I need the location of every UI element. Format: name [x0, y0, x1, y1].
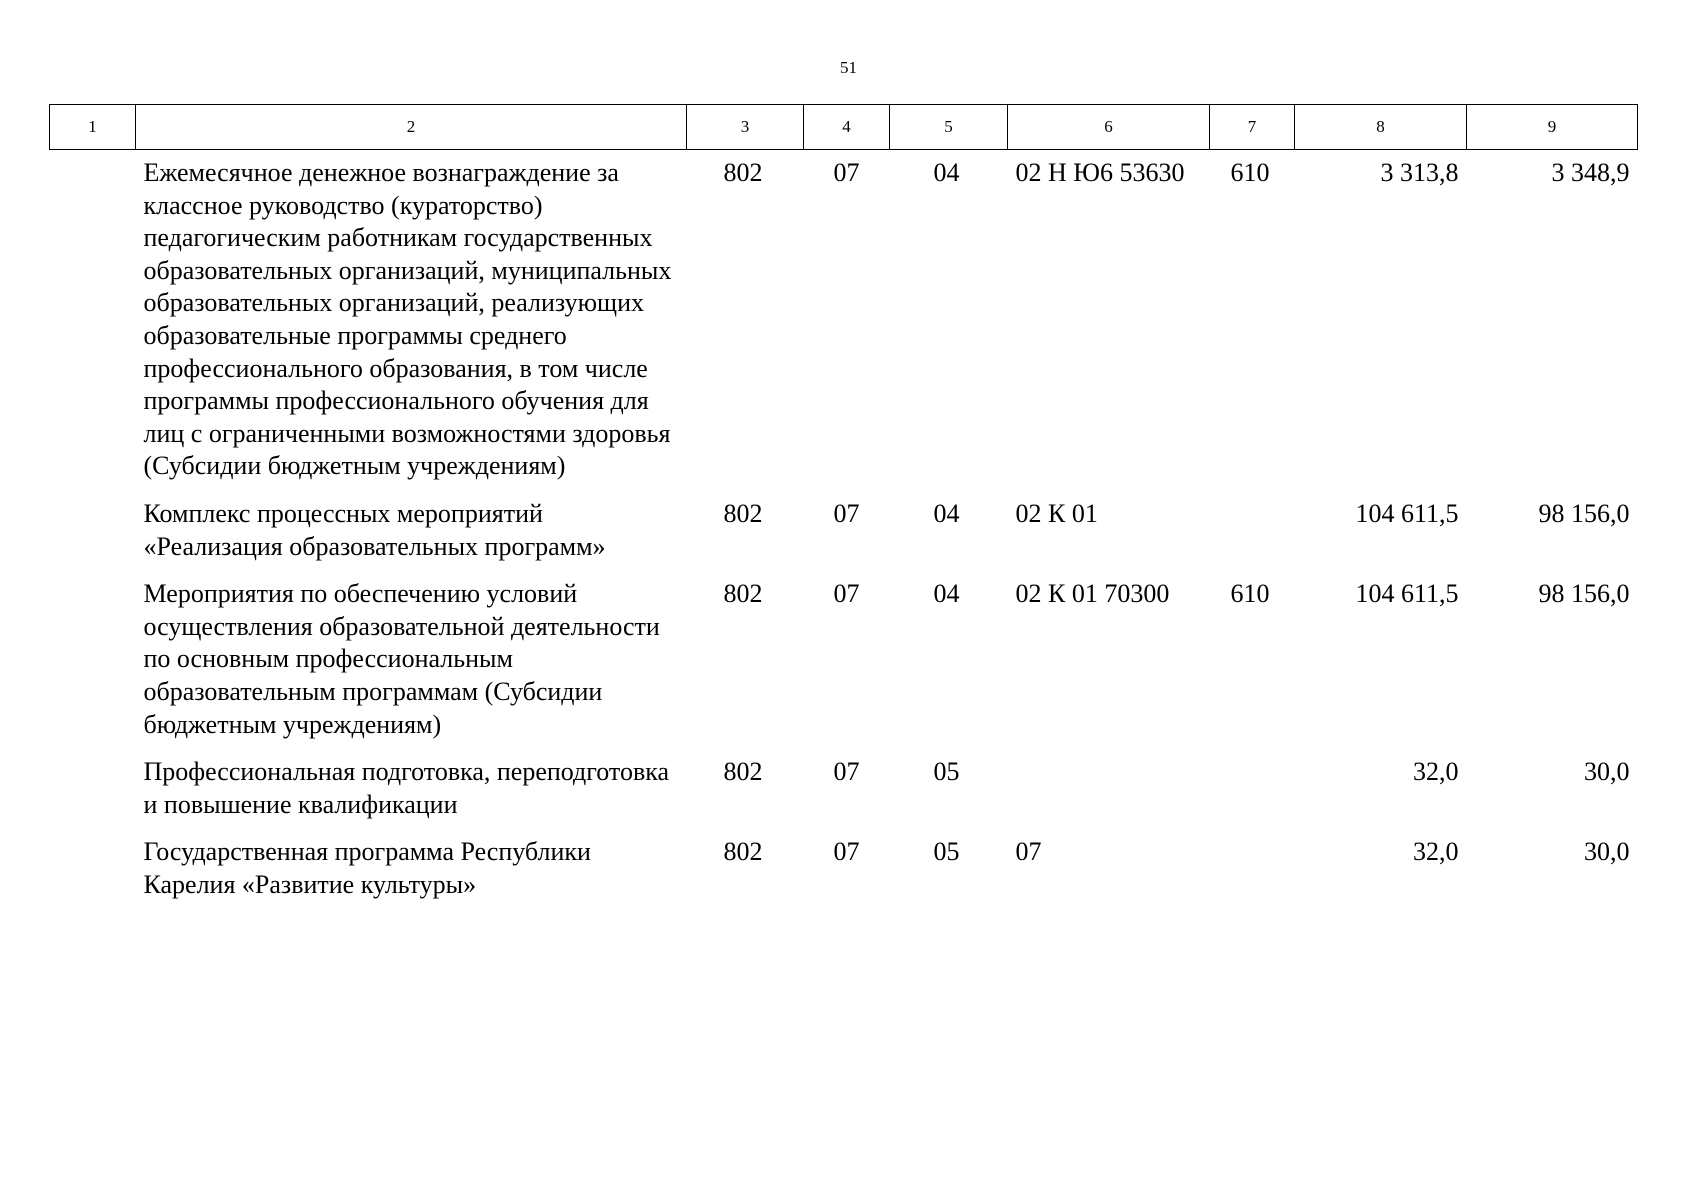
column-header-6: 6 — [1008, 105, 1210, 150]
cell-subsection: 05 — [933, 757, 960, 787]
column-header-8: 8 — [1295, 105, 1467, 150]
column-header-2: 2 — [136, 105, 687, 150]
cell-amount-8: 3 313,8 — [1380, 158, 1459, 187]
cell-col-1 — [50, 491, 136, 571]
cell-subsection: 04 — [933, 498, 960, 528]
cell-admin-code: 802 — [723, 498, 763, 528]
table-row — [50, 749, 1638, 829]
cell-admin-code: 802 — [723, 579, 763, 609]
column-header-7: 7 — [1210, 105, 1295, 150]
cell-col-1 — [50, 571, 136, 749]
cell-section: 07 — [833, 579, 860, 609]
cell-section: 07 — [833, 757, 860, 787]
cell-col-1 — [50, 150, 136, 491]
column-header-5: 5 — [890, 105, 1008, 150]
cell-target-article: 02 К 01 — [1015, 498, 1098, 528]
cell-name: Профессиональная подготовка, переподготовка и повышение квалификации — [143, 757, 670, 819]
cell-amount-8: 104 611,5 — [1355, 579, 1459, 609]
cell-expense-type — [1210, 829, 1295, 909]
cell-admin-code: 802 — [723, 837, 763, 867]
cell-amount-9: 98 156,0 — [1538, 579, 1630, 609]
column-header-9: 9 — [1467, 105, 1638, 150]
table-header — [50, 105, 1638, 150]
table-row — [50, 571, 1638, 749]
cell-admin-code: 802 — [723, 757, 763, 787]
cell-col-1 — [50, 749, 136, 829]
cell-amount-8: 32,0 — [1413, 757, 1459, 787]
cell-target-article: 07 — [1015, 837, 1042, 867]
table-row — [50, 491, 1638, 571]
cell-expense-type — [1210, 749, 1295, 829]
cell-expense-type: 610 — [1230, 158, 1270, 187]
cell-name: Государственная программа Республики Карелия «Развитие культуры» — [143, 837, 591, 899]
cell-admin-code: 802 — [723, 158, 763, 187]
cell-section: 07 — [833, 158, 860, 187]
cell-col-1 — [50, 829, 136, 909]
header-row — [50, 105, 1638, 150]
cell-subsection: 04 — [933, 579, 960, 609]
cell-expense-type — [1210, 491, 1295, 571]
cell-target-article — [1008, 749, 1210, 829]
cell-name: Мероприятия по обеспечению условий осуществления образовательной деятельности по основным профессиональным образовательным программам (Субсидии бюджетным учреждениям) — [143, 579, 660, 739]
cell-target-article: 02 Н Ю6 53630 — [1015, 158, 1185, 187]
budget-table — [49, 104, 1638, 909]
column-header-3: 3 — [687, 105, 804, 150]
cell-section: 07 — [833, 498, 860, 528]
cell-amount-9: 98 156,0 — [1538, 498, 1630, 528]
cell-subsection: 05 — [933, 837, 960, 867]
column-header-1: 1 — [50, 105, 136, 150]
cell-amount-9: 30,0 — [1584, 757, 1630, 787]
table-row — [50, 829, 1638, 909]
cell-amount-8: 104 611,5 — [1355, 498, 1459, 528]
cell-amount-9: 3 348,9 — [1551, 158, 1630, 187]
cell-expense-type: 610 — [1230, 579, 1270, 609]
cell-target-article: 02 К 01 70300 — [1015, 579, 1170, 609]
cell-section: 07 — [833, 837, 860, 867]
table-body — [50, 150, 1638, 910]
column-header-4: 4 — [804, 105, 890, 150]
table-row — [50, 150, 1638, 491]
cell-amount-8: 32,0 — [1413, 837, 1459, 867]
cell-amount-9: 30,0 — [1584, 837, 1630, 867]
cell-name: Ежемесячное денежное вознаграждение за классное руководство (кураторство) педагогическим работникам государственных образовательных организаций, муниципальных образовательных организаций, реализующих образовательные программы среднего профессионального образования, в том числе программы профессионального обучения для лиц с ограниченными возможностями здоровья (Субсидии бюджетным учреждениям) — [143, 158, 672, 481]
cell-name: Комплекс процессных мероприятий «Реализация образовательных программ» — [143, 498, 606, 561]
cell-subsection: 04 — [933, 158, 960, 187]
page-number: 51 — [840, 58, 857, 77]
